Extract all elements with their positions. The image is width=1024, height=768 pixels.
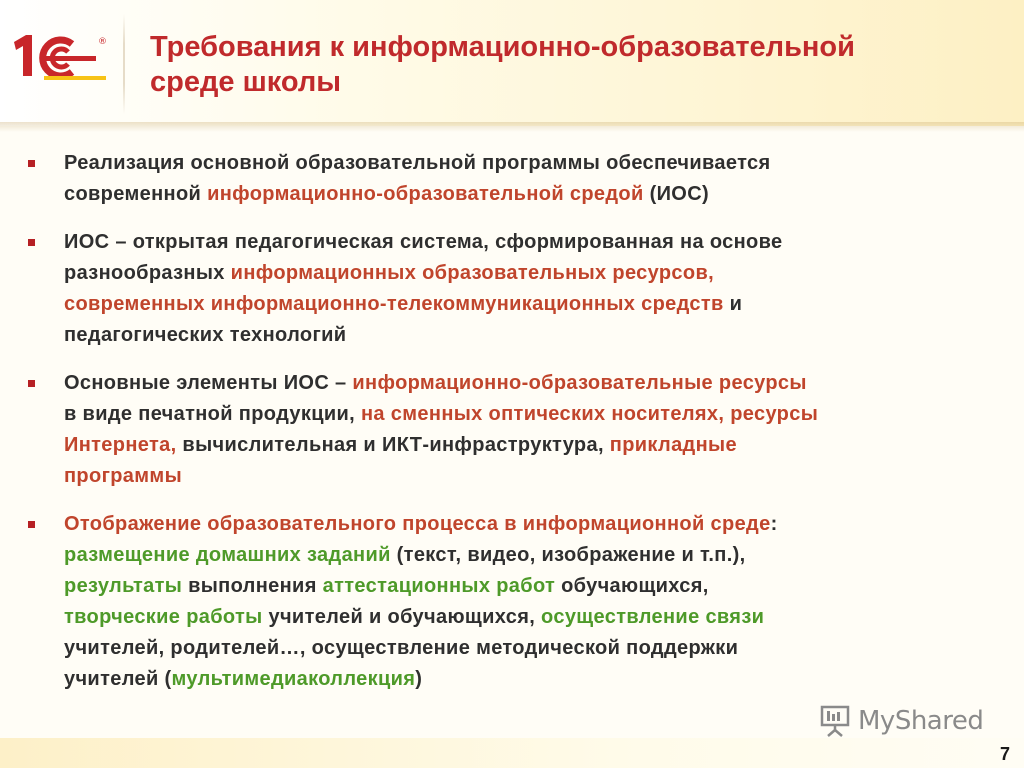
bullet-square-icon xyxy=(28,380,35,387)
bullet-line xyxy=(64,227,988,258)
text-segment: педагогических технологий xyxy=(64,324,347,346)
bullet-square-icon xyxy=(28,160,35,167)
text-segment: ) xyxy=(415,668,423,690)
text-segment: Отображение образовательного процесса в информационной среде xyxy=(64,513,771,535)
footer-band xyxy=(0,738,1024,768)
slide-title-line-1: Требования к информационно-образовательной xyxy=(150,31,855,63)
text-segment: учителей и обучающихся, xyxy=(262,606,542,628)
text-segment: вычислительная и ИКТ-инфраструктура, xyxy=(176,434,610,456)
slide-title-line-2: среде школы xyxy=(150,66,342,98)
text-segment: Реализация основной образовательной программы обеспечивается xyxy=(64,152,771,174)
1c-logo-icon xyxy=(10,32,110,84)
bullet-line xyxy=(64,509,988,540)
text-segment: разнообразных xyxy=(64,262,231,284)
bullet-item xyxy=(28,368,988,492)
bullet-line xyxy=(64,289,988,320)
text-segment: размещение домашних заданий xyxy=(64,544,391,566)
text-segment: учителей ( xyxy=(64,668,172,690)
bullet-square-icon xyxy=(28,521,35,528)
text-segment: осуществление связи xyxy=(541,606,765,628)
bullet-line xyxy=(64,368,988,399)
text-segment: и xyxy=(723,293,743,315)
bullet-line xyxy=(64,399,988,430)
text-segment: в виде печатной продукции, xyxy=(64,403,361,425)
bullet-line xyxy=(64,664,988,695)
text-segment: творческие работы xyxy=(64,606,263,628)
page-number: 7 xyxy=(999,744,1010,764)
text-segment: на сменных оптических носителях, ресурсы xyxy=(360,403,819,425)
bullet-list xyxy=(28,148,988,712)
bullet-line xyxy=(64,148,988,179)
bullet-line xyxy=(64,540,988,571)
bullet-item xyxy=(28,148,988,210)
text-segment: обучающихся, xyxy=(555,575,709,597)
myshared-watermark xyxy=(818,702,983,740)
watermark-text: MyShared xyxy=(858,706,984,736)
registered-mark: ® xyxy=(98,37,107,47)
header-shadow xyxy=(0,122,1024,132)
slide-title xyxy=(150,30,980,100)
text-segment: прикладные xyxy=(609,434,737,456)
bullet-line xyxy=(64,430,988,461)
text-segment: (ИОС) xyxy=(643,183,710,205)
text-segment: программы xyxy=(64,465,183,487)
bullet-item xyxy=(28,227,988,351)
text-segment: информационных образовательных ресурсов, xyxy=(230,262,715,284)
bullet-line xyxy=(64,258,988,289)
text-segment: информационно-образовательные ресурсы xyxy=(352,372,807,394)
bullet-line xyxy=(64,571,988,602)
presentation-icon xyxy=(818,704,852,738)
bullet-line xyxy=(64,461,988,492)
bullet-line xyxy=(64,633,988,664)
text-segment: выполнения xyxy=(182,575,323,597)
text-segment: ИОС – открытая педагогическая система, сформированная на основе xyxy=(64,231,783,253)
text-segment: результаты xyxy=(64,575,183,597)
text-segment: современной xyxy=(64,183,208,205)
bullet-line xyxy=(64,602,988,633)
text-segment: (текст, видео, изображение и т.п.), xyxy=(390,544,746,566)
bullet-line xyxy=(64,179,988,210)
text-segment: учителей, родителей…, осуществление методической поддержки xyxy=(64,637,739,659)
bullet-item xyxy=(28,509,988,695)
text-segment: современных информационно-телекоммуникационных средств xyxy=(64,293,724,315)
text-segment: : xyxy=(770,513,778,535)
text-segment: мультимедиаколлекция xyxy=(171,668,416,690)
text-segment: Основные элементы ИОС – xyxy=(64,372,353,394)
text-segment: Интернета, xyxy=(64,434,177,456)
text-segment: информационно-образовательной средой xyxy=(207,183,644,205)
header-divider xyxy=(123,14,125,114)
bullet-square-icon xyxy=(28,239,35,246)
text-segment: аттестационных работ xyxy=(322,575,556,597)
bullet-line xyxy=(64,320,988,351)
